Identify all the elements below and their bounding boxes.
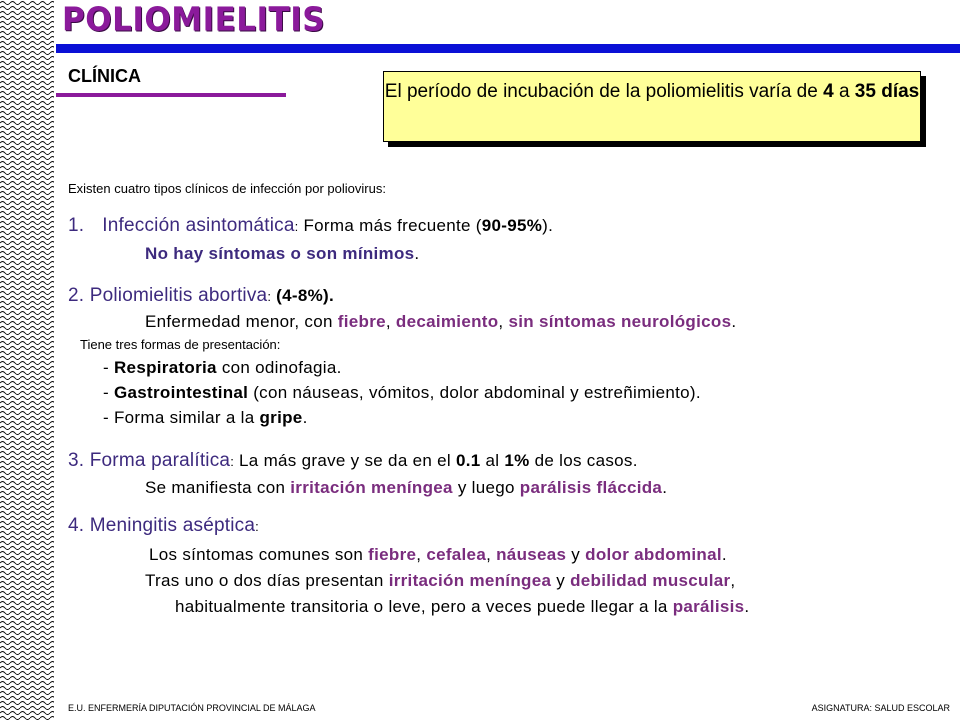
forma-2-rest: (con náuseas, vómitos, dolor abdominal y estreñimiento). — [248, 383, 701, 402]
item-4-b-text: Tras uno o dos días presentan — [145, 571, 389, 590]
item-2-word-decaimiento: decaimiento — [395, 312, 499, 331]
bullet-dash: - — [103, 383, 114, 402]
callout-max: 35 días — [854, 81, 920, 102]
item-1-colon: : — [294, 219, 299, 234]
item-3-text-c: de los casos. — [529, 451, 638, 470]
item-4-line-a — [149, 545, 727, 565]
item-2-comma-1: , — [385, 312, 396, 331]
item-1-text-a: Forma más frecuente ( — [298, 216, 482, 235]
item-4-word-paralisis: parálisis — [672, 597, 745, 616]
item-3-colon: : — [230, 454, 235, 469]
item-4-end: . — [744, 597, 750, 616]
item-4-conj: y — [551, 571, 571, 590]
item-3-word-paralisis: parálisis fláccida — [519, 478, 663, 497]
item-4-word-debilidad: debilidad muscular — [570, 571, 731, 590]
forma-gastrointestinal: Gastrointestinal — [113, 383, 249, 402]
item-1-line — [68, 215, 553, 237]
item-4-line-b — [145, 571, 735, 591]
forma-gripe: gripe — [259, 408, 303, 427]
item-1-pct: 90-95% — [481, 216, 543, 235]
item-3-text-b: al — [480, 451, 505, 470]
item-2-colon: : — [267, 289, 272, 304]
intro-text: Existen cuatro tipos clínicos de infección por poliovirus: — [68, 181, 386, 196]
footer-right: ASIGNATURA: SALUD ESCOLAR — [811, 703, 950, 713]
item-3-text-a: La más grave y se da en el — [234, 451, 456, 470]
item-4-word-cefalea: cefalea — [426, 545, 487, 564]
item-4-c-text: habitualmente transitoria o leve, pero a veces puede llegar a la — [175, 597, 673, 616]
section-underline — [56, 93, 286, 97]
item-1-number: 1. — [68, 215, 85, 236]
item-3-desc — [145, 478, 667, 498]
item-2-desc-a: Enfermedad menor, con — [145, 312, 338, 331]
callout-mid: a — [833, 81, 855, 102]
item-2-pct: (4-8%). — [271, 286, 334, 305]
item-3-name: 3. Forma paralítica — [68, 450, 231, 471]
title-underline-bar — [56, 44, 960, 53]
item-4-line-c — [175, 597, 749, 617]
callout-text: El período de incubación de la poliomielitis varía de — [384, 81, 824, 102]
item-2-desc — [145, 312, 736, 332]
item-4-colon: : — [255, 519, 259, 534]
item-4-end: . — [721, 545, 727, 564]
item-2-desc-end: . — [731, 312, 737, 331]
item-4-line — [68, 515, 259, 537]
item-1-sub — [145, 244, 419, 264]
item-4-word-dolor: dolor abdominal — [585, 545, 722, 564]
forma-respiratoria: Respiratoria — [113, 358, 217, 377]
item-4-conj: y — [566, 545, 586, 564]
item-4-word-nauseas: náuseas — [496, 545, 567, 564]
item-3-v1: 0.1 — [455, 451, 481, 470]
item-2-forma-3 — [103, 408, 308, 428]
item-4-comma: , — [486, 545, 497, 564]
forma-3-end: . — [302, 408, 308, 427]
item-4-name: 4. Meningitis aséptica — [68, 515, 256, 536]
callout-min: 4 — [823, 81, 834, 102]
item-2-word-sin-sintomas: sin síntomas neurológicos — [508, 312, 732, 331]
item-2-forma-1 — [103, 358, 342, 378]
item-1-text-b: ). — [542, 216, 554, 235]
item-3-desc-a: Se manifiesta con — [145, 478, 291, 497]
item-3-desc-end: . — [662, 478, 668, 497]
page-title: POLIOMIELITIS — [62, 1, 326, 39]
item-4-comma: , — [416, 545, 427, 564]
forma-3-text: - Forma similar a la — [103, 408, 260, 427]
item-4-word-fiebre: fiebre — [368, 545, 417, 564]
item-1-sub-dot: . — [414, 244, 420, 263]
item-4-word-irritacion: irritación meníngea — [388, 571, 552, 590]
item-3-word-irritacion: irritación meníngea — [290, 478, 453, 497]
section-heading: CLÍNICA — [68, 66, 141, 86]
item-2-comma-2: , — [498, 312, 509, 331]
incubation-callout-box — [383, 71, 921, 142]
item-1-name: Infección asintomática — [102, 215, 295, 236]
item-2-line — [68, 285, 334, 307]
bullet-dash: - — [103, 358, 114, 377]
item-2-word-fiebre: fiebre — [337, 312, 386, 331]
item-3-line — [68, 450, 638, 472]
item-3-v2: 1% — [504, 451, 530, 470]
item-1-sub-text: No hay síntomas o son mínimos — [145, 244, 415, 263]
item-4-end: , — [730, 571, 736, 590]
decorative-wave-border — [0, 0, 56, 720]
item-2-formas: Tiene tres formas de presentación: — [80, 337, 281, 352]
item-2-name: 2. Poliomielitis abortiva — [68, 285, 268, 306]
footer-left: E.U. ENFERMERÍA DIPUTACIÓN PROVINCIAL DE MÁLAGA — [68, 703, 316, 713]
item-2-forma-2 — [103, 383, 701, 403]
forma-1-rest: con odinofagia. — [216, 358, 342, 377]
item-4-a-text: Los síntomas comunes son — [149, 545, 369, 564]
item-3-desc-b: y luego — [452, 478, 520, 497]
